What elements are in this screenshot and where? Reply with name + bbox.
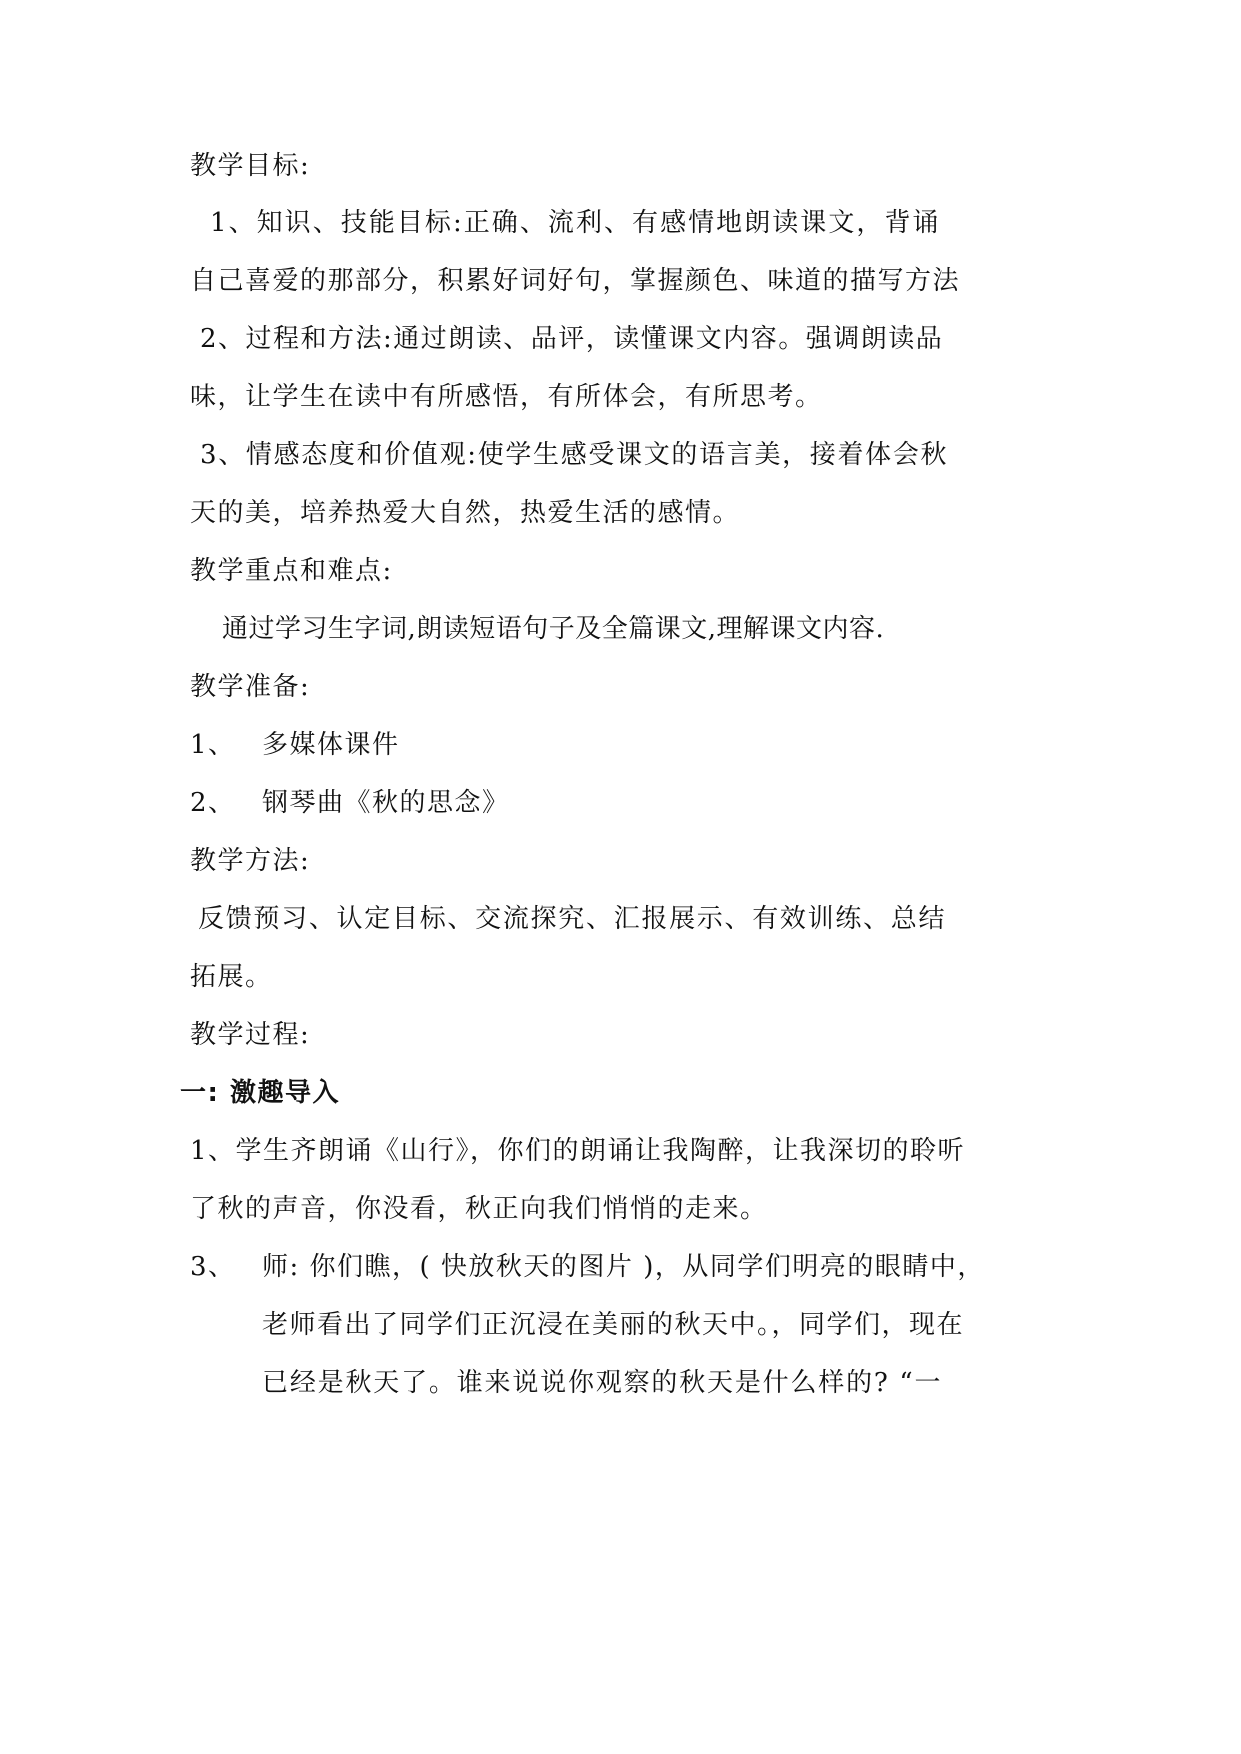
process-heading: 教学过程:	[190, 1020, 311, 1050]
section-1-title: 一: 激趣导入	[180, 1078, 340, 1108]
objective-2-line-1: 2、过程和方法:通过朗读、品评，读懂课文内容。强调朗读品	[200, 324, 944, 354]
prep-item-1	[190, 729, 400, 761]
prep-item-1-number: 1、	[190, 730, 236, 760]
item-3-line-2: 老师看出了同学们正沉浸在美丽的秋天中。，同学们，现在	[262, 1310, 965, 1340]
objective-1-line-1: 1、知识、技能目标:正确、流利、有感情地朗读课文，背诵	[210, 208, 940, 238]
item-3-line-3: 已经是秋天了。谁来说说你观察的秋天是什么样的? “一	[262, 1368, 942, 1398]
item-3-number: 3、	[190, 1252, 236, 1282]
keypoints-heading: 教学重点和难点:	[190, 556, 393, 586]
item-1-line-2: 了秋的声音，你没看，秋正向我们悄悄的走来。	[190, 1194, 768, 1224]
keypoints-text: 通过学习生字词,朗读短语句子及全篇课文,理解课文内容.	[222, 614, 885, 644]
objective-3-line-1: 3、情感态度和价值观:使学生感受课文的语言美，接着体会秋	[200, 440, 948, 470]
prep-item-1-text: 多媒体课件	[262, 730, 400, 760]
item-3-line-1: 师: 你们瞧，( 快放秋天的图片 )，从同学们明亮的眼睛中，	[262, 1252, 985, 1282]
method-line-1: 反馈预习、认定目标、交流探究、汇报展示、有效训练、总结	[198, 904, 946, 934]
prep-heading: 教学准备:	[190, 672, 311, 702]
objective-3-line-2: 天的美，培养热爱大自然，热爱生活的感情。	[190, 498, 741, 528]
objective-1-line-2: 自己喜爱的那部分，积累好词好句，掌握颜色、味道的描写方法	[190, 266, 961, 296]
objectives-heading: 教学目标:	[190, 151, 311, 181]
prep-item-2-number: 2、	[190, 788, 236, 818]
method-heading: 教学方法:	[190, 846, 311, 876]
item-1-line-1: 1、学生齐朗诵《山行》，你们的朗诵让我陶醉，让我深切的聆听	[190, 1136, 966, 1166]
prep-item-2	[190, 787, 510, 819]
method-line-2: 拓展。	[190, 962, 273, 992]
prep-item-2-text: 钢琴曲《秋的思念》	[262, 788, 510, 818]
objective-2-line-2: 味，让学生在读中有所感悟，有所体会，有所思考。	[190, 382, 823, 412]
